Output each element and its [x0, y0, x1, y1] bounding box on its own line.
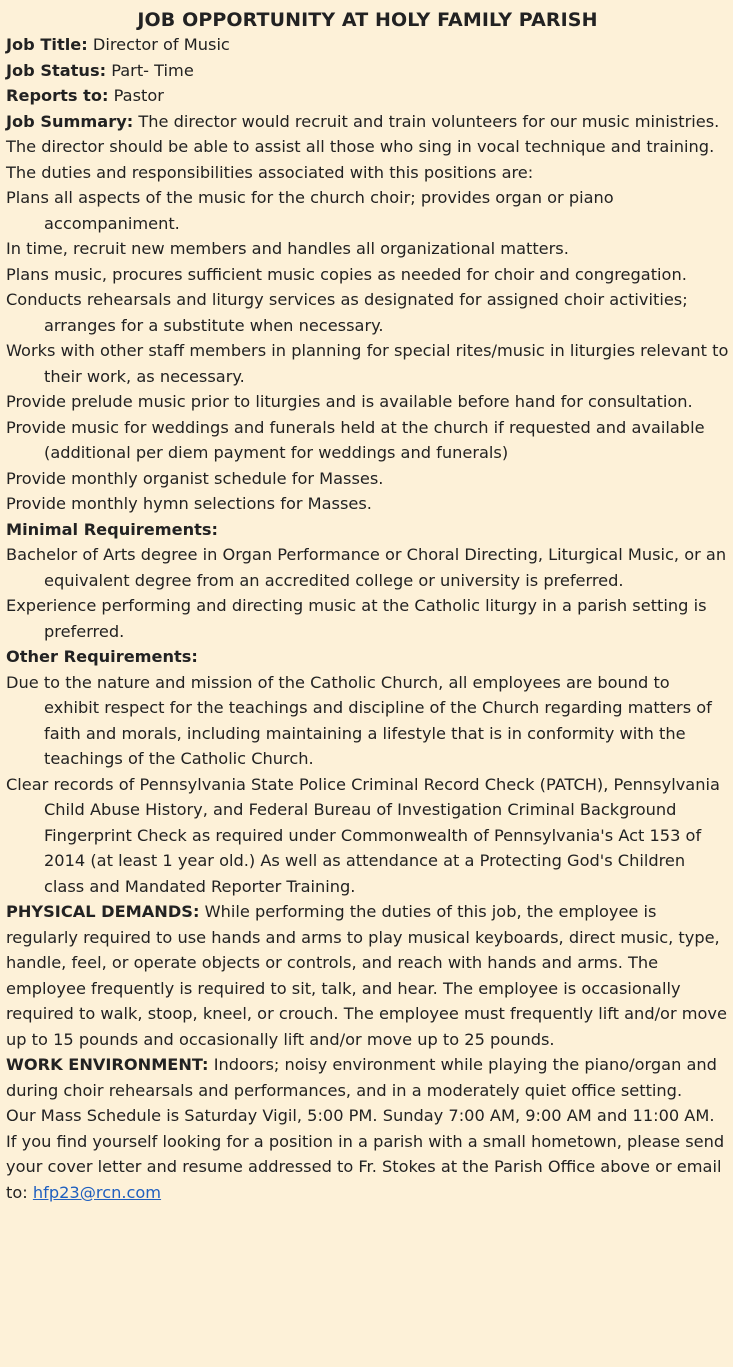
- page-title: JOB OPPORTUNITY AT HOLY FAMILY PARISH: [137, 9, 598, 31]
- duty-item: Works with other staff members in planning for special rites/music in liturgies relevant to their work, as necessary.: [6, 341, 729, 386]
- physical-demands-label: PHYSICAL DEMANDS:: [6, 902, 200, 921]
- job-title-value: Director of Music: [92, 35, 230, 54]
- other-requirements-heading: Other Requirements:: [6, 647, 198, 666]
- minimal-requirements-heading: Minimal Requirements:: [6, 519, 218, 539]
- reports-to-line: [6, 83, 729, 109]
- work-environment-text: Indoors; noisy environment while playing the piano/organ and during choir rehearsals and performances, and in a moderately quiet office setting.: [6, 1055, 717, 1100]
- other-requirement-item: Clear records of Pennsylvania State Police Criminal Record Check (PATCH), Pennsylvania Child Abuse History, and Federal Bureau of Investigation Criminal Background Fingerprint Check as required under Commonwealth of Pennsylvania's Act 153 of 2014 (at least 1 year old.) As well as attendance at a Protecting God's Children class and Mandated Reporter Training.: [6, 774, 720, 896]
- work-environment: [6, 1052, 729, 1103]
- job-summary-label: Job Summary:: [6, 111, 134, 131]
- duty-item: Plans music, procures sufficient music copies as needed for choir and congregation.: [6, 264, 687, 284]
- minimal-requirement-item: Experience performing and directing music at the Catholic liturgy in a parish setting is preferred.: [6, 596, 707, 641]
- other-requirement-item: Due to the nature and mission of the Catholic Church, all employees are bound to exhibit respect for the teachings and discipline of the Church regarding matters of faith and morals, including maintaining a lifestyle that is in conformity with the teachings of the Catholic Church.: [6, 672, 712, 768]
- job-status-line: [6, 58, 729, 84]
- work-environment-label: WORK ENVIRONMENT:: [6, 1055, 209, 1074]
- job-summary-text: The director would recruit and train volunteers for our music ministries. The director should be able to assist all those who sing in vocal technique and training.: [6, 111, 720, 156]
- duties-intro: The duties and responsibilities associated with this positions are:: [6, 162, 534, 182]
- reports-to-value: Pastor: [113, 86, 164, 105]
- minimal-requirement-item: Bachelor of Arts degree in Organ Performance or Choral Directing, Liturgical Music, or an equivalent degree from an accredited college or university is preferred.: [6, 545, 727, 590]
- duty-item: Plans all aspects of the music for the church choir; provides organ or piano accompaniment.: [6, 188, 614, 233]
- job-status-label: Job Status:: [6, 60, 107, 80]
- email-link[interactable]: hfp23@rcn.com: [32, 1182, 162, 1202]
- job-title-label: Job Title:: [6, 35, 88, 54]
- duty-item: Provide monthly organist schedule for Masses.: [6, 468, 384, 488]
- duty-item: In time, recruit new members and handles all organizational matters.: [6, 239, 569, 258]
- duty-item: Provide monthly hymn selections for Masses.: [6, 494, 372, 513]
- physical-demands: [6, 899, 729, 1052]
- duty-item: Provide music for weddings and funerals held at the church if requested and available (additional per diem payment for weddings and funerals): [6, 417, 705, 462]
- closing-text: If you find yourself looking for a position in a parish with a small hometown, please send your cover letter and resume addressed to Fr. Stokes at the Parish Office above or email to:: [6, 1131, 725, 1202]
- job-summary: [6, 109, 729, 160]
- job-title-line: [6, 32, 729, 58]
- job-status-value: Part- Time: [111, 60, 194, 80]
- mass-schedule: Our Mass Schedule is Saturday Vigil, 5:00 PM. Sunday 7:00 AM, 9:00 AM and 11:00 AM.: [6, 1106, 715, 1125]
- closing-paragraph: [6, 1129, 729, 1206]
- duty-item: Conducts rehearsals and liturgy services as designated for assigned choir activities; arranges for a substitute when necessary.: [6, 290, 688, 335]
- physical-demands-text: While performing the duties of this job, the employee is regularly required to use hands and arms to play musical keyboards, direct music, type, handle, feel, or operate objects or controls, and reach with hands and arms. The employee frequently is required to sit, talk, and hear. The employee is occasionally required to walk, stoop, kneel, or crouch. The employee must frequently lift and/or move up to 15 pounds and occasionally lift and/or move up to 25 pounds.: [6, 902, 727, 1049]
- reports-to-label: Reports to:: [6, 86, 109, 105]
- duty-item: Provide prelude music prior to liturgies and is available before hand for consultation.: [6, 392, 693, 411]
